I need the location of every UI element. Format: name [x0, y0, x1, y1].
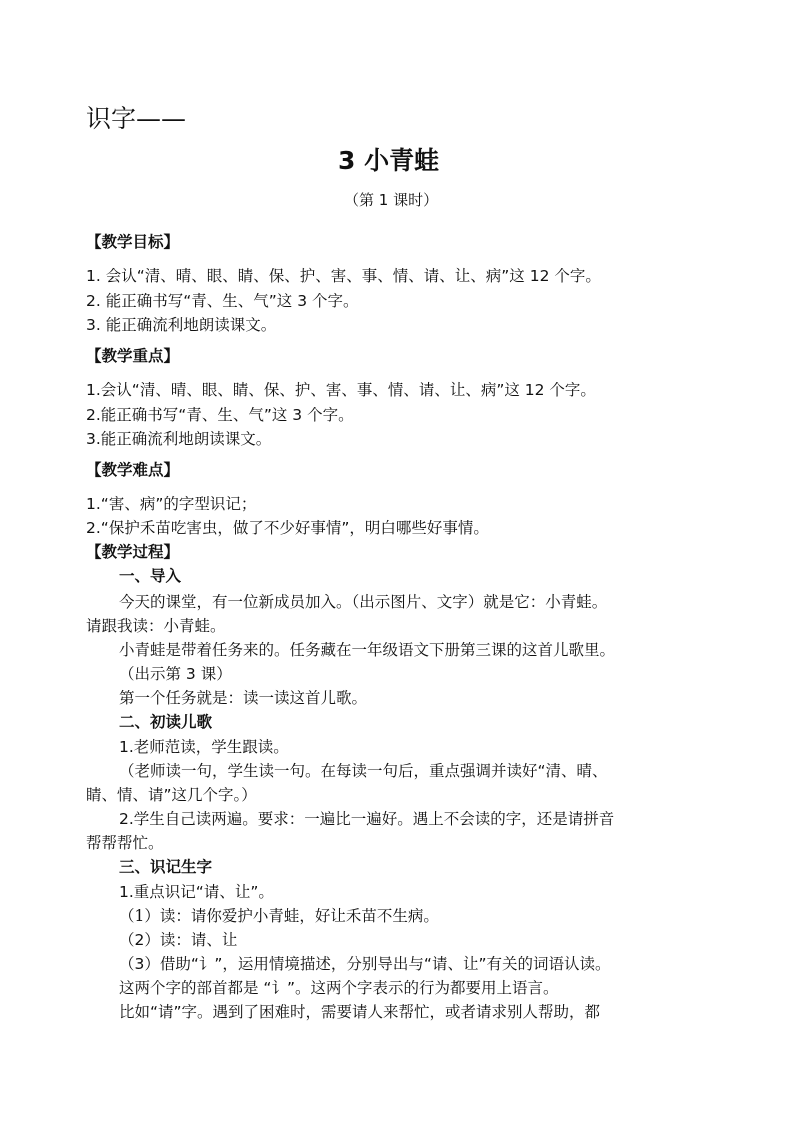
keypoint-item: 1.会认“清、晴、眼、睛、保、护、害、事、情、请、让、病”这 12 个字。	[86, 381, 596, 399]
process-line: 今天的课堂，有一位新成员加入。（出示图片、文字）就是它：小青蛙。	[119, 593, 608, 611]
process-line: 请跟我读：小青蛙。	[86, 617, 226, 635]
part1-heading: 一、导入	[119, 567, 182, 585]
keypoint-item: 2.能正确书写“青、生、气”这 3 个字。	[86, 406, 354, 424]
process-line: （2）读：请、让	[119, 931, 238, 949]
keypoints-heading: 【教学重点】	[86, 347, 180, 365]
process-line: （老师读一句，学生读一句。在每读一句后，重点强调并读好“清、晴、	[119, 762, 608, 780]
process-heading: 【教学过程】	[86, 543, 180, 561]
objective-item: 2. 能正确书写“青、生、气”这 3 个字。	[86, 292, 359, 310]
difficulty-item: 1.“害、病”的字型识记；	[86, 495, 257, 513]
process-line: 第一个任务就是：读一读这首儿歌。	[119, 689, 368, 707]
page-subtitle: （第 1 课时）	[344, 191, 439, 209]
part3-heading: 三、识记生字	[119, 858, 213, 876]
objective-item: 1. 会认“清、晴、眼、睛、保、护、害、事、情、请、让、病”这 12 个字。	[86, 267, 601, 285]
difficulty-item: 2.“保护禾苗吃害虫，做了不少好事情”，明白哪些好事情。	[86, 519, 489, 537]
process-line: 这两个字的部首都是 “讠”。这两个字表示的行为都要用上语言。	[119, 979, 559, 997]
objectives-heading: 【教学目标】	[86, 233, 180, 251]
title-prefix: 识字——	[86, 104, 187, 133]
process-line: 1.老师范读，学生跟读。	[119, 738, 289, 756]
difficulties-heading: 【教学难点】	[86, 461, 180, 479]
page-title: 3 小青蛙	[338, 146, 440, 175]
part2-heading: 二、初读儿歌	[119, 713, 213, 731]
process-line: 比如“请”字。遇到了困难时，需要请人来帮忙，或者请求别人帮助，都	[119, 1003, 601, 1021]
process-line: （1）读：请你爱护小青蛙，好让禾苗不生病。	[119, 907, 439, 925]
process-line: 1.重点识记“请、让”。	[119, 883, 274, 901]
process-line: 小青蛙是带着任务来的。任务藏在一年级语文下册第三课的这首儿歌里。	[119, 641, 616, 659]
process-line: （3）借助“讠”，运用情境描述，分别导出与“请、让”有关的词语认读。	[119, 955, 611, 973]
process-line: 睛、情、请”这几个字。）	[86, 786, 257, 804]
process-line: 2.学生自己读两遍。要求：一遍比一遍好。遇上不会读的字，还是请拼音	[119, 810, 615, 828]
process-line: 帮帮帮忙。	[86, 834, 164, 852]
objective-item: 3. 能正确流利地朗读课文。	[86, 316, 277, 334]
keypoint-item: 3.能正确流利地朗读课文。	[86, 430, 272, 448]
process-line: （出示第 3 课）	[119, 665, 232, 683]
